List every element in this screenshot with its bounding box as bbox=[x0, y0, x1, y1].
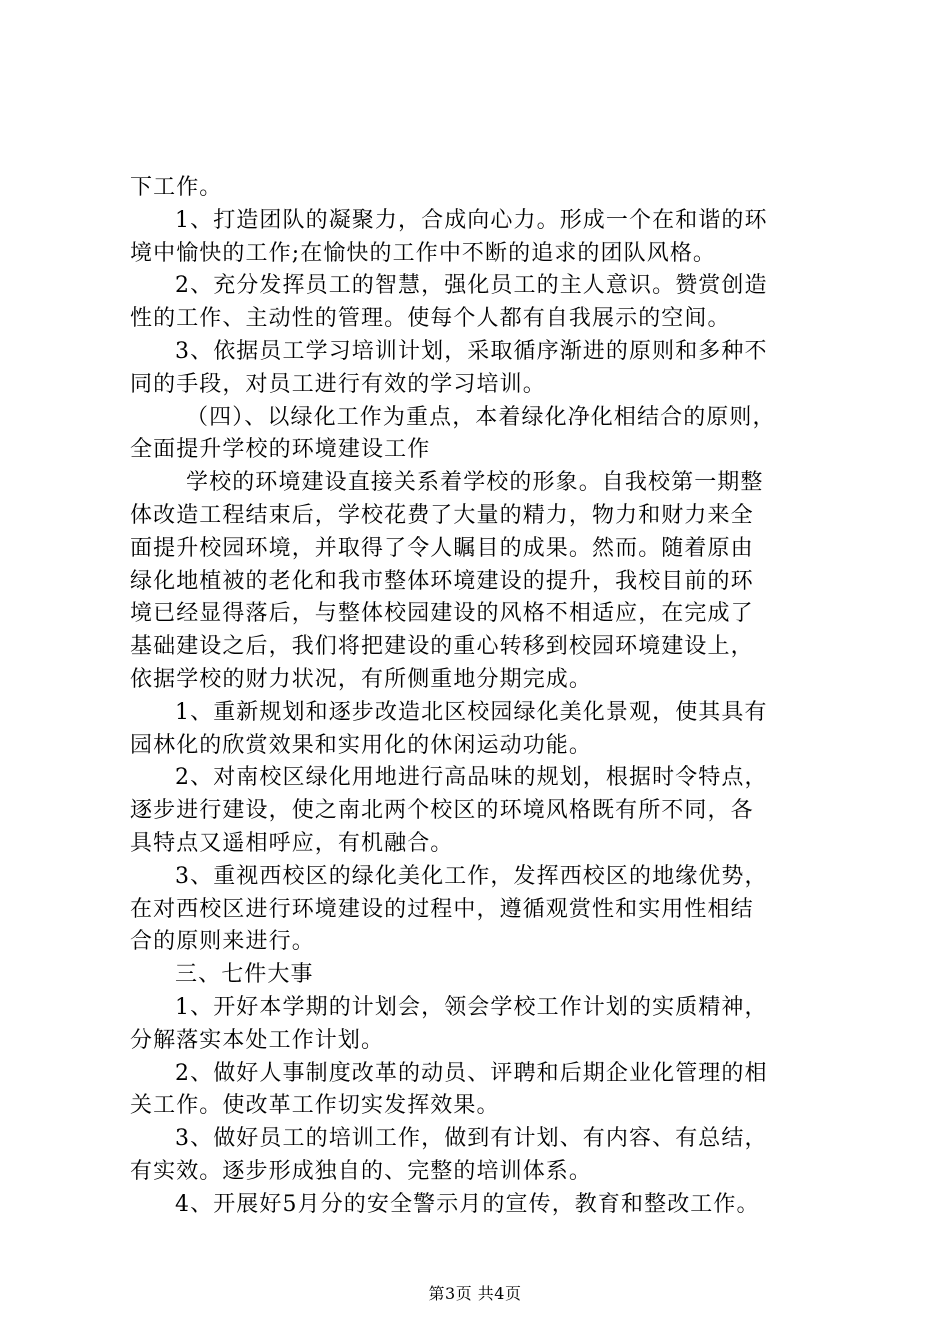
text-line: 性的工作、主动性的管理。使每个人都有自我展示的空间。 bbox=[130, 306, 731, 332]
text-line: 体改造工程结束后，学校花费了大量的精力，物力和财力来全 bbox=[130, 502, 754, 528]
text-line: 3、依据员工学习培训计划，采取循序渐进的原则和多种不 bbox=[175, 338, 768, 364]
text-line: 2、对南校区绿化用地进行高品味的规划，根据时令特点， bbox=[175, 765, 768, 791]
text-line: 逐步进行建设，使之南北两个校区的环境风格既有所不同，各 bbox=[130, 798, 754, 824]
text-line: 面提升校园环境，并取得了令人瞩目的成果。然而。随着原由 bbox=[130, 535, 754, 561]
text-line: 关工作。使改革工作切实发挥效果。 bbox=[130, 1093, 500, 1119]
text-line: 1、重新规划和逐步改造北区校园绿化美化景观，使其具有 bbox=[175, 699, 768, 725]
text-line: 境中愉快的工作;在愉快的工作中不断的追求的团队风格。 bbox=[130, 240, 717, 266]
section-heading: 三、七件大事 bbox=[175, 962, 314, 988]
text-line: 3、做好员工的培训工作，做到有计划、有内容、有总结， bbox=[175, 1126, 768, 1152]
text-line: 4、开展好5月分的安全警示月的宣传，教育和整改工作。 bbox=[175, 1191, 760, 1217]
text-line: 在对西校区进行环境建设的过程中，遵循观赏性和实用性相结 bbox=[130, 896, 754, 922]
text-line: 基础建设之后，我们将把建设的重心转移到校园环境建设上， bbox=[130, 634, 754, 660]
text-line: 1、开好本学期的计划会，领会学校工作计划的实质精神， bbox=[175, 994, 768, 1020]
document-body bbox=[130, 172, 830, 1222]
text-line: 园林化的欣赏效果和实用化的休闲运动功能。 bbox=[130, 732, 593, 758]
text-line: 绿化地植被的老化和我市整体环境建设的提升，我校目前的环 bbox=[130, 568, 754, 594]
text-line: 依据学校的财力状况，有所侧重地分期完成。 bbox=[130, 666, 593, 692]
text-line: 有实效。逐步形成独自的、完整的培训体系。 bbox=[130, 1158, 593, 1184]
text-line: 3、重视西校区的绿化美化工作，发挥西校区的地缘优势， bbox=[175, 863, 768, 889]
text-line: 具特点又遥相呼应，有机融合。 bbox=[130, 830, 454, 856]
text-line: 同的手段，对员工进行有效的学习培训。 bbox=[130, 371, 546, 397]
text-line: 合的原则来进行。 bbox=[130, 929, 315, 955]
text-line: 下工作。 bbox=[130, 175, 223, 200]
page-footer: 第3页 共4页 bbox=[428, 1284, 522, 1303]
text-line: 境已经显得落后，与整体校园建设的风格不相适应，在完成了 bbox=[130, 601, 754, 627]
text-line: 学校的环境建设直接关系着学校的形象。自我校第一期整 bbox=[186, 470, 764, 496]
text-line: 分解落实本处工作计划。 bbox=[130, 1027, 385, 1053]
text-line: 2、充分发挥员工的智慧，强化员工的主人意识。赞赏创造 bbox=[175, 273, 768, 299]
section-heading: （四）、以绿化工作为重点，本着绿化净化相结合的原则， bbox=[186, 404, 776, 430]
text-line: 1、打造团队的凝聚力，合成向心力。形成一个在和谐的环 bbox=[175, 207, 768, 233]
text-line: 2、做好人事制度改革的动员、评聘和后期企业化管理的相 bbox=[175, 1060, 768, 1086]
section-heading-cont: 全面提升学校的环境建设工作 bbox=[130, 437, 431, 463]
